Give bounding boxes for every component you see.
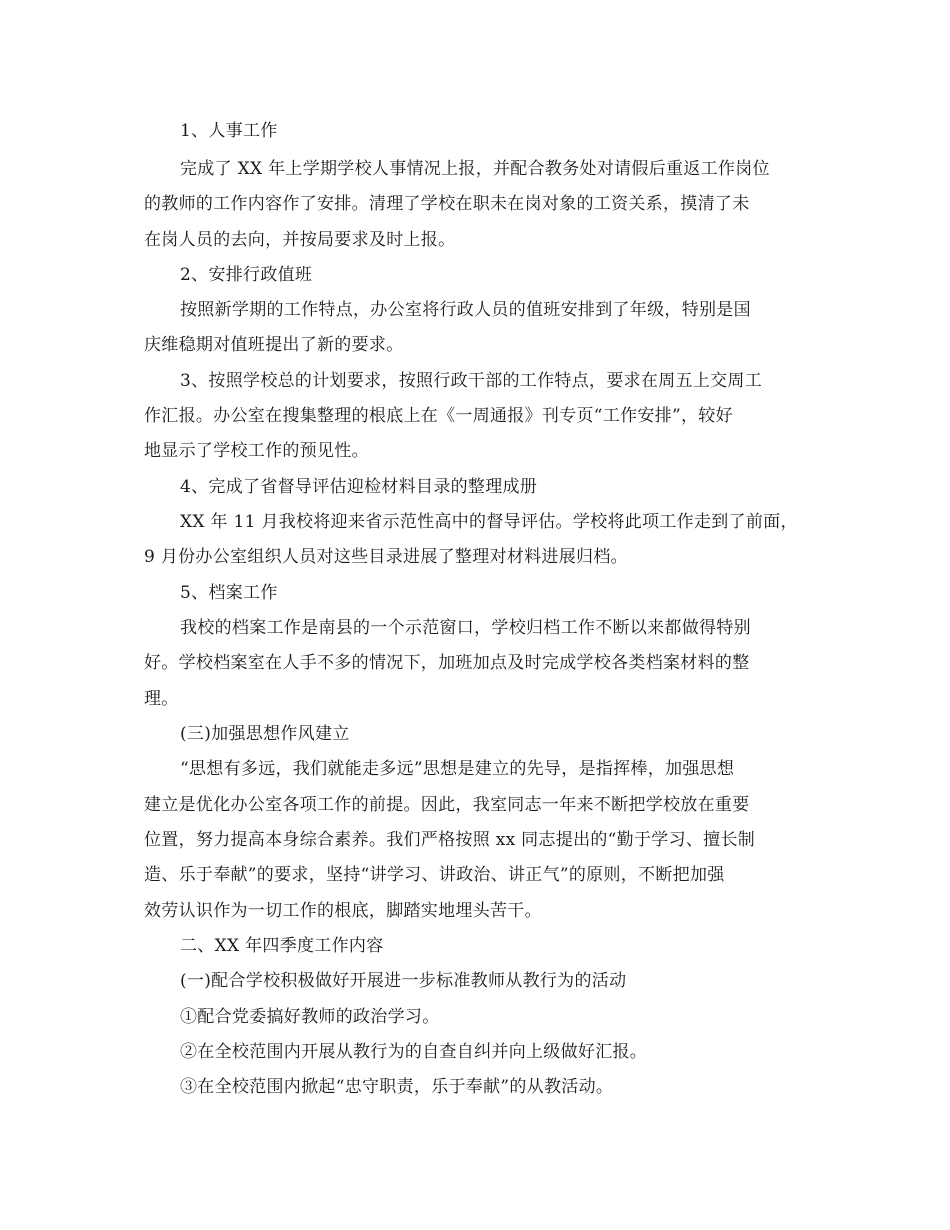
list-item: ②在全校范围内开展从教行为的自查自纠并向上级做好汇报。 [180,1042,648,1062]
paragraph-line: 的教师的工作内容作了安排。清理了学校在职未在岗对象的工资关系，摸清了未 [144,194,750,214]
list-item: ①配合党委搞好教师的政治学习。 [180,1007,440,1027]
paragraph-line: 3、按照学校总的计划要求，按照行政干部的工作特点，要求在周五上交周工 [180,371,763,391]
paragraph-line: 好。学校档案室在人手不多的情况下，加班加点及时完成学校各类档案材料的整 [144,653,750,673]
paragraph-line: 9 月份办公室组织人员对这些目录进展了整理对材料进展归档。 [144,547,628,567]
paragraph-line: 完成了 XX 年上学期学校人事情况上报，并配合教务处对请假后重返工作岗位 [180,159,770,179]
paragraph-line: 地显示了学校工作的预见性。 [144,441,369,461]
paragraph-line: 我校的档案工作是南县的一个示范窗口，学校归档工作不断以来都做得特别 [180,618,751,638]
heading-evaluation-materials: 4、完成了省督导评估迎检材料目录的整理成册 [180,477,538,497]
paragraph-line: 建立是优化办公室各项工作的前提。因此，我室同志一年来不断把学校放在重要 [144,795,750,815]
paragraph-line: 在岗人员的去向，并按局要求及时上报。 [144,230,456,250]
paragraph-line: XX 年 11 月我校将迎来省示范性高中的督导评估。学校将此项工作走到了前面， [180,512,798,532]
paragraph-line: 按照新学期的工作特点，办公室将行政人员的值班安排到了年级，特别是国 [180,300,751,320]
heading-q4-work: 二、XX 年四季度工作内容 [180,936,384,956]
paragraph-line: 造、乐于奉献”的要求，坚持“讲学习、讲政治、讲正气”的原则，不断把加强 [144,865,725,885]
paragraph-line: 作汇报。办公室在搜集整理的根底上在《一周通报》刊专页“工作安排”，较好 [144,406,733,426]
list-item: ③在全校范围内掀起“忠守职责，乐于奉献”的从教活动。 [180,1077,614,1097]
paragraph-line: 庆维稳期对值班提出了新的要求。 [144,335,404,355]
paragraph-line: “思想有多远，我们就能走多远”思想是建立的先导，是指挥棒，加强思想 [180,759,735,779]
paragraph-line: 位置，努力提高本身综合素养。我们严格按照 xx 同志提出的“勤于学习、擅长制 [144,830,756,850]
heading-archive-work: 5、档案工作 [180,583,278,603]
paragraph-line: 理。 [144,689,179,709]
paragraph-line: 效劳认识作为一切工作的根底，脚踏实地埋头苦干。 [144,901,542,921]
subheading-teacher-conduct: (一)配合学校积极做好开展进一步标准教师从教行为的活动 [180,971,627,991]
heading-personnel-work: 1、人事工作 [180,121,278,141]
heading-ideological-style: (三)加强思想作风建立 [180,724,350,744]
heading-admin-duty: 2、安排行政值班 [180,265,313,285]
